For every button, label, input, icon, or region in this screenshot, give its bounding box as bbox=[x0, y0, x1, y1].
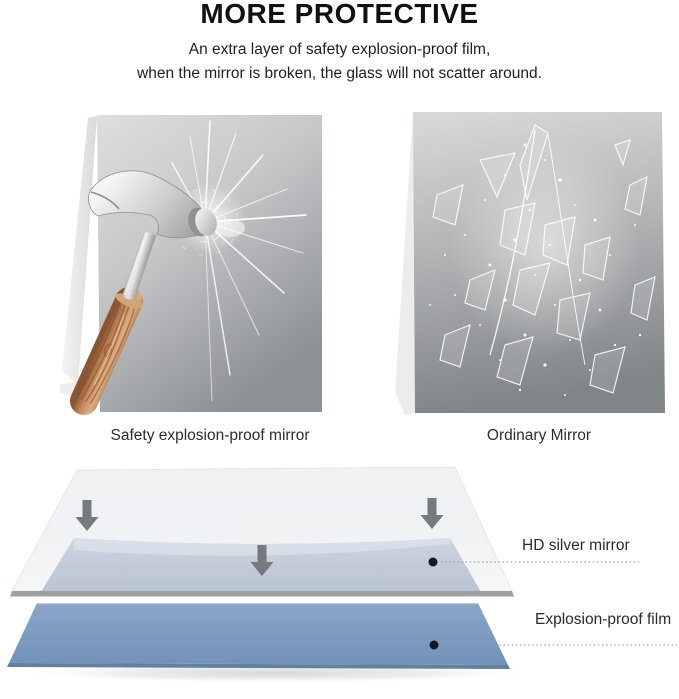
ordinary-mirror-image bbox=[385, 105, 675, 420]
film-layer bbox=[9, 603, 508, 665]
right-caption: Ordinary Mirror bbox=[486, 427, 592, 444]
hd-silver-mirror-label: HD silver mirror bbox=[522, 537, 630, 554]
left-caption: Safety explosion-proof mirror bbox=[110, 427, 310, 444]
explosion-proof-film-label: Explosion-proof film bbox=[535, 611, 672, 628]
mirror-panel bbox=[97, 115, 322, 412]
mirror-stand-fold bbox=[62, 116, 97, 385]
subtitle-line-1: An extra layer of safety explosion-proof film, bbox=[188, 41, 491, 58]
film-callout-dot bbox=[430, 641, 439, 650]
layer-diagram bbox=[0, 460, 679, 699]
glass-sheet-edge bbox=[10, 591, 514, 597]
subtitle bbox=[0, 38, 679, 86]
mirror-callout-dot bbox=[429, 558, 438, 567]
page-title: MORE PROTECTIVE bbox=[200, 0, 479, 29]
safety-mirror-image bbox=[60, 105, 330, 420]
subtitle-line-2: when the mirror is broken, the glass will not scatter around. bbox=[137, 65, 542, 82]
